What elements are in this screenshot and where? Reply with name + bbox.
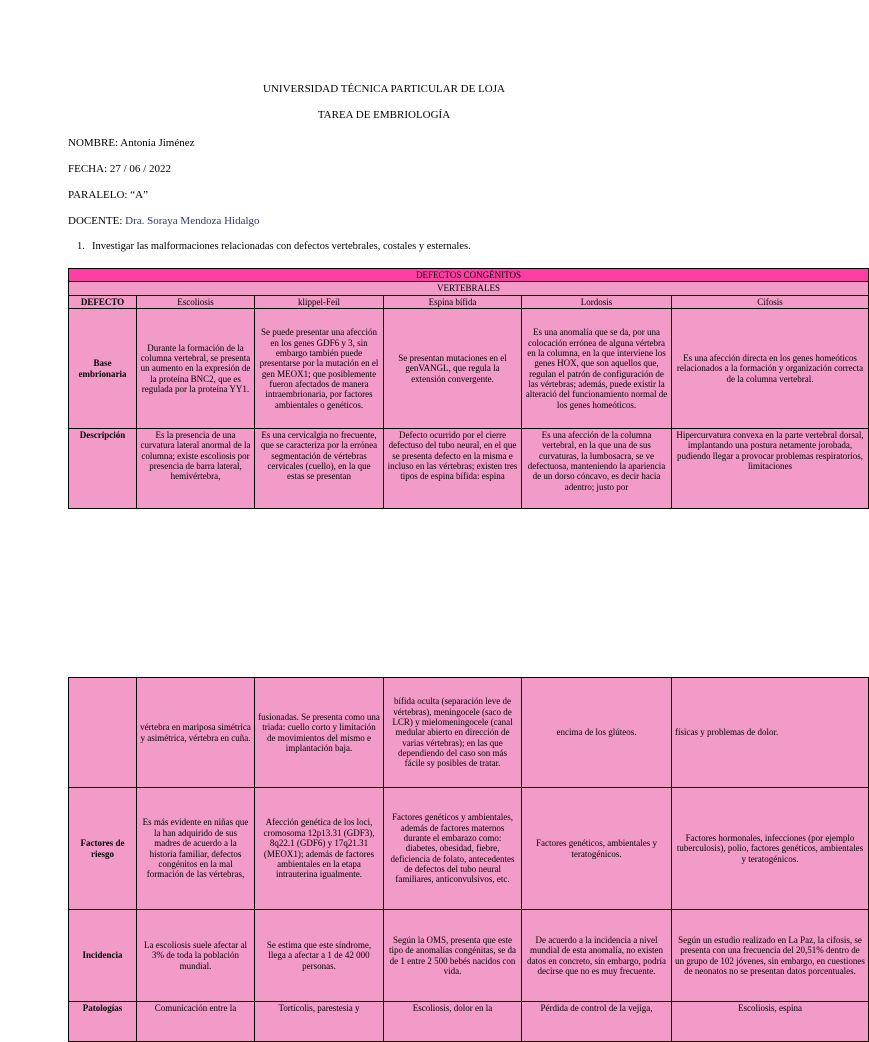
date-value: 27 / 06 / 2022 [109,163,171,175]
name-line [68,137,195,149]
table-row [69,910,869,1002]
table-row [69,678,869,788]
table-subtitle: VERTEBRALES [69,282,869,295]
table-cell: Es la presencia de una curvatura lateral anormal de la columna; existe escoliosis por presencia de barra lateral, hemivértebra, [137,429,255,509]
teacher-value: Dra. Soraya Mendoza Hidalgo [125,215,260,227]
table-cell: encima de los glúteos. [522,678,672,788]
row-label: Base embrionaria [69,309,137,429]
table-row [69,309,869,429]
question-item [77,241,471,252]
table-row [69,429,869,509]
teacher-line [68,215,260,227]
parallel-value: “A” [130,189,148,201]
table-cell: Defecto ocurrido por el cierre defectuso del tubo neural, en el que se presenta defecto en la misma e incluso en las vértebras; existen tres tipos de espina bífida: espina [384,429,522,509]
col-header: Cifosis [672,295,869,308]
name-label: NOMBRE: [68,137,119,149]
table-cell: Factores hormonales, infecciones (por ejemplo tuberculosis), polio, factores genéticos, ambientales y teratogénicos. [672,788,869,910]
col-header-defecto: DEFECTO [69,295,137,308]
table-cell: Se estima que este síndrome, llega a afectar a 1 de 42 000 personas. [255,910,384,1002]
table-cell: Según un estudio realizado en La Paz, la cifosis, se presenta con una frecuencia del 20,51% dentro de un grupo de 102 jóvenes, sin embargo, en cuestiones de neonatos no se presentan datos porcentuales. [672,910,869,1002]
table-cell: Pérdida de control de la vejiga, [522,1002,672,1042]
table-cell: De acuerdo a la incidencia a nivel mundial de esta anomalía, no existen datos en concreto, sin embargo, podría decirse que no es muy frecuente. [522,910,672,1002]
table-cell: La escoliosis suele afectar al 3% de toda la población mundial. [137,910,255,1002]
table-row [69,788,869,910]
table-cell: Afección genética de los loci, cromosoma 12p13.31 (GDF3), 8q22.1 (GDF6) y 17q21.31 (MEOX1); además de factores ambientales en la etapa intrauterina igualmente. [255,788,384,910]
date-line [68,163,171,175]
row-label: Patologías [69,1002,137,1042]
table-cell: Según la OMS, presenta que este tipo de anomalías congénitas, se da de 1 entre 2 500 bebés nacidos con vida. [384,910,522,1002]
table-row [69,1002,869,1042]
parallel-line [68,189,148,201]
col-header: klippel-Feil [255,295,384,308]
table-cell: vértebra en mariposa simétrica y asimétrica, vértebra en cuña. [137,678,255,788]
table-cell: Escoliosis, dolor en la [384,1002,522,1042]
question-text: Investigar las malformaciones relacionadas con defectos vertebrales, costales y esternales. [92,241,471,252]
university-title: UNIVERSIDAD TÉCNICA PARTICULAR DE LOJA [263,83,505,95]
table-cell: Es una afección directa en los genes homeóticos relacionados a la formación y organización correcta de la columna vertebral. [672,309,869,429]
question-number: 1. [77,241,85,252]
row-label [69,678,137,788]
table-cell: Escoliosis, espina [672,1002,869,1042]
table-cell: físicas y problemas de dolor. [672,678,869,788]
table-cell: Durante la formación de la columna vertebral, se presenta un aumento en la expresión de la proteína BNC2, que es regulada por la proteína YY1. [137,309,255,429]
table1-clip [0,268,864,508]
table-cell: Es una afección de la columna vertebral, en la que una de sus curvaturas, la lumbosacra, se ve defectuosa, manteniendo la apariencia de un dorso cóncavo, es decir hacia adentro; justo por [522,429,672,509]
defects-table-part2 [68,677,869,1042]
table-title: DEFECTOS CONGÉNITOS [69,269,869,282]
row-label: Incidencia [69,910,137,1002]
row-label: Descripción [69,429,137,509]
teacher-label: DOCENTE: [68,215,123,227]
table-cell: Tortícolis, parestesia y [255,1002,384,1042]
table-cell: Es una cervicalgia no frecuente, que se caracteriza por la errónea segmentación de vértebras cervicales (cuello), en la que estas se presentan [255,429,384,509]
header-row [69,295,869,308]
defects-table-part1 [68,268,869,509]
date-label: FECHA: [68,163,108,175]
table-cell: bífida oculta (separación leve de vértebras), meningocele (saco de LCR) y mielomeningocele (canal medular abierto en dirección de varias vértebras); en las que dependiendo del caso son más fácile sy posibles de tratar. [384,678,522,788]
name-value: Antonia Jiménez [120,137,195,149]
table2-clip [0,677,865,1024]
table-cell: Factores genéticos y ambientales, además de factores maternos durante el embarazo como: diabetes, obesidad, fiebre, deficiencia de folato, antecedentes de defectos del tubo neural familiares, anticonvulsivos, etc. [384,788,522,910]
table-cell: Factores genéticos, ambientales y teratogénicos. [522,788,672,910]
parallel-label: PARALELO: [68,189,128,201]
table-cell: Hipercurvatura convexa en la parte vertebral dorsal, implantando una postura netamente jorobada, pudiendo llegar a provocar problemas respiratorios, limitaciones [672,429,869,509]
col-header: Espina bífida [384,295,522,308]
table-cell: Es más evidente en niñas que la han adquirido de sus madres de acuerdo a la historia familiar, defectos congénitos en la mal formación de las vértebras, [137,788,255,910]
table-cell: Se presentan mutaciones en el genVANGL, que regula la extensión convergente. [384,309,522,429]
col-header: Lordosis [522,295,672,308]
row-label: Factores de riesgo [69,788,137,910]
col-header: Escoliosis [137,295,255,308]
table-cell: Es una anomalía que se da, por una colocación errónea de alguna vértebra en la columna, en la que interviene los genes HOX, que son aquellos que, regulan el patrón de configuración de las vértebras; además, puede existir la alteració del funcionamiento normal de los genes homeóticos. [522,309,672,429]
table-cell: fusionadas. Se presenta como una triada: cuello corto y limitación de movimientos del mismo e implantación baja. [255,678,384,788]
table-cell: Comunicación entre la [137,1002,255,1042]
table-cell: Se puede presentar una afección en los genes GDF6 y 3, sin embargo también puede presentarse por la mutación en el gen MEOX1; que posiblemente fueron afectados de manera intraembrionaria, por factores ambientales o genéticos. [255,309,384,429]
task-title: TAREA DE EMBRIOLOGÍA [317,109,451,121]
